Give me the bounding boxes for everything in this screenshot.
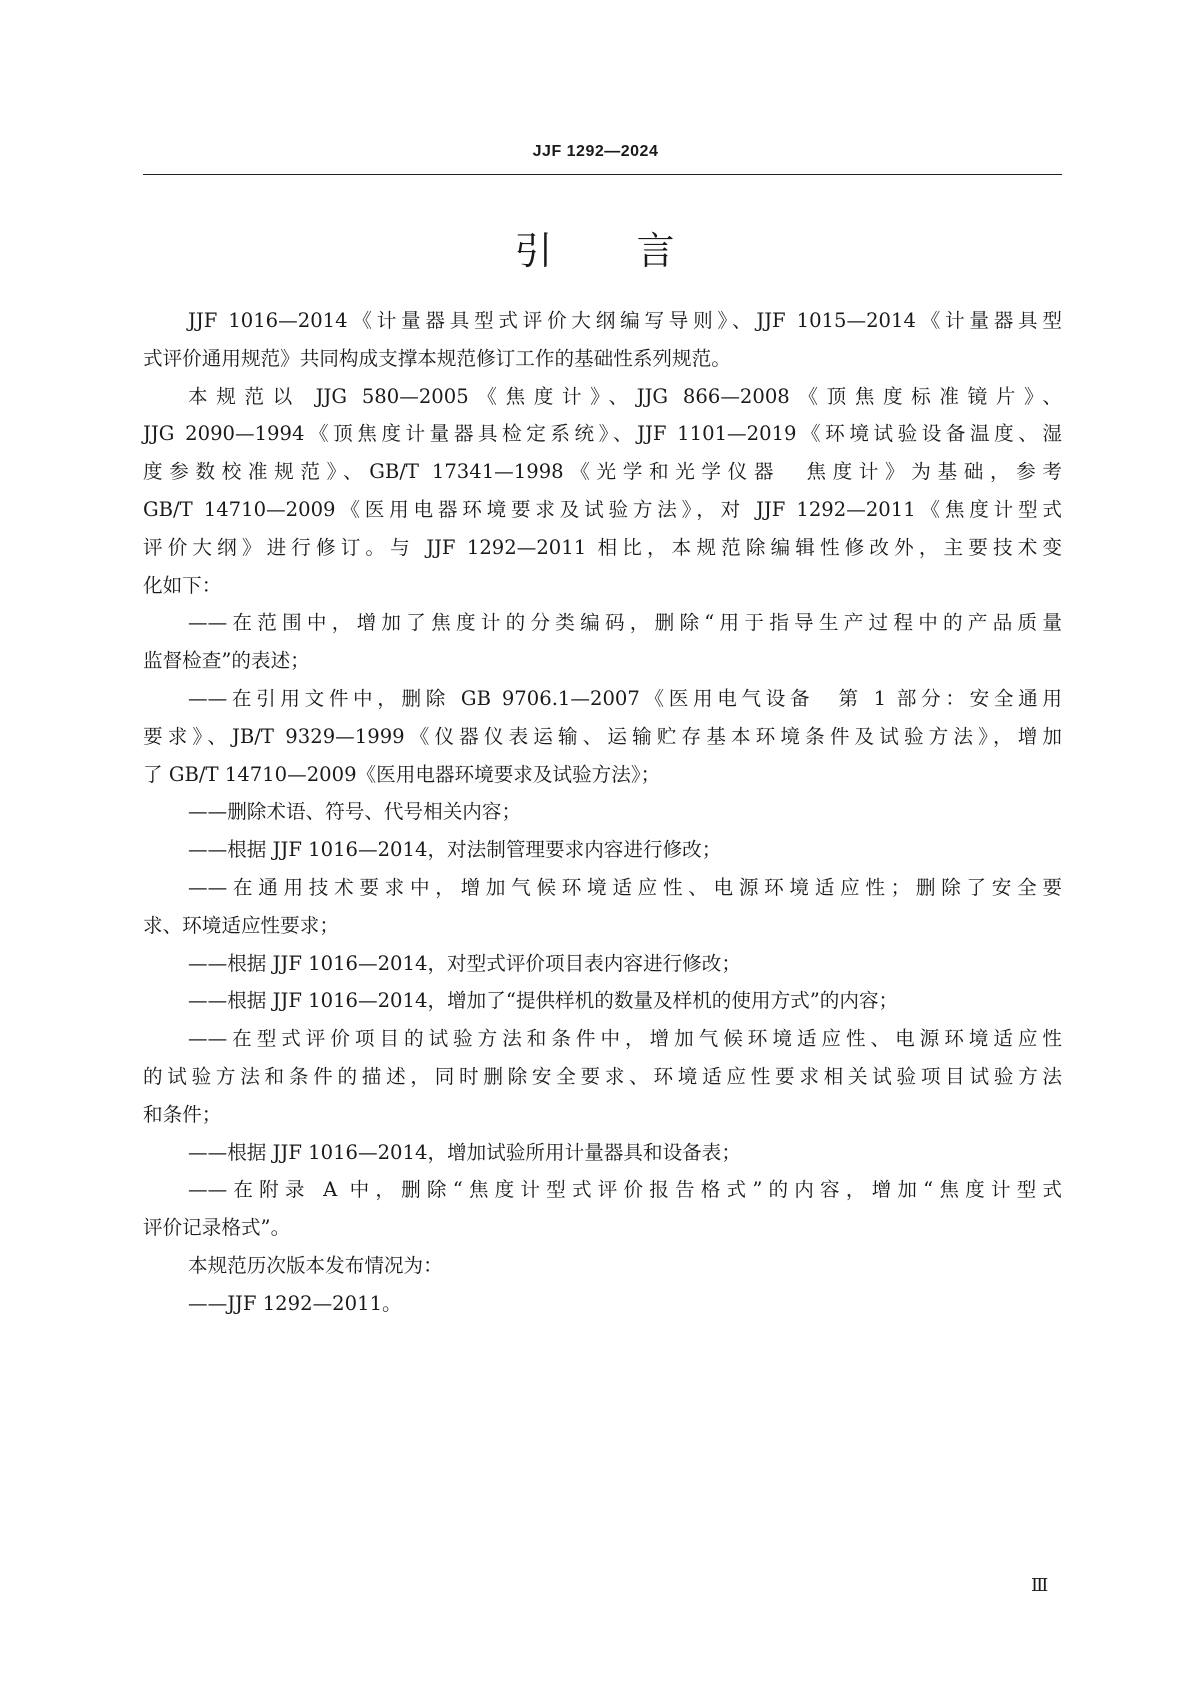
paragraph [143,302,1062,378]
paragraph [143,1020,1062,1133]
paragraph-line: GB/T 14710—2009《医用电器环境要求及试验方法》，对 JJF 1292—2011《焦度计型式 [143,497,1062,521]
paragraph [143,831,1062,869]
paragraph-line: 监督检查”的表述； [143,649,310,673]
paragraph-line: 评价记录格式”。 [143,1216,291,1240]
paragraph [143,982,1062,1020]
header-rule [143,174,1062,175]
title-char-2: 言 [636,229,677,273]
paragraph-line: ——根据 JJF 1016—2014，增加试验所用计量器具和设备表； [188,1140,741,1164]
paragraph-line: ——根据 JJF 1016—2014，对法制管理要求内容进行修改； [188,838,722,862]
paragraph-line: ——根据 JJF 1016—2014，增加了“提供样机的数量及样机的使用方式”的内容； [188,989,899,1013]
paragraph-line: ——在型式评价项目的试验方法和条件中，增加气候环境适应性、电源环境适应性 [188,1027,1062,1051]
title-char-1: 引 [514,229,555,273]
paragraph-line: 要求》、JB/T 9329—1999《仪器仪表运输、运输贮存基本环境条件及试验方法》，增加 [143,724,1062,748]
paragraph [143,1171,1062,1247]
paragraph-line: ——删除术语、符号、代号相关内容； [188,800,522,824]
paragraph [143,378,1062,605]
paragraph [143,945,1062,983]
paragraph-line: ——JJF 1292—2011。 [188,1291,402,1315]
paragraph-line: 的试验方法和条件的描述，同时删除安全要求、环境适应性要求相关试验项目试验方法 [143,1064,1062,1088]
paragraph-line: 本规范以 JJG 580—2005《焦度计》、JJG 866—2008《顶焦度标准镜片》、 [188,384,1062,408]
paragraph [143,604,1062,680]
paragraph-line: 度参数校准规范》、GB/T 17341—1998《光学和光学仪器 焦度计》为基础，参考 [143,460,1062,484]
paragraph-line: JJF 1016—2014《计量器具型式评价大纲编写导则》、JJF 1015—2014《计量器具型 [188,309,1062,332]
paragraph-line: 化如下： [143,573,222,597]
paragraph [143,1285,1062,1323]
page-number: Ⅲ [1031,1575,1049,1596]
paragraph-line: JJG 2090—1994《顶焦度计量器具检定系统》、JJF 1101—2019《环境试验设备温度、湿 [143,422,1062,446]
foreword-body [143,302,1062,1323]
paragraph [143,793,1062,831]
paragraph-line: 式评价通用规范》共同构成支撑本规范修订工作的基础性系列规范。 [143,346,731,370]
paragraph-line: ——在附录 A 中，删除“焦度计型式评价报告格式”的内容，增加“焦度计型式 [188,1178,1062,1202]
paragraph-line: 求、环境适应性要求； [143,913,339,937]
page-title [0,220,1191,275]
paragraph-line: ——在范围中，增加了焦度计的分类编码，删除“用于指导生产过程中的产品质量 [188,611,1062,635]
document-code-header: JJF 1292—2024 [532,143,659,160]
paragraph-line: 和条件； [143,1102,222,1126]
paragraph [143,1134,1062,1172]
paragraph-line: 了 GB/T 14710—2009《医用电器环境要求及试验方法》； [143,762,661,786]
paragraph [143,680,1062,793]
paragraph-line: 本规范历次版本发布情况为： [188,1253,443,1277]
paragraph-line: ——在通用技术要求中，增加气候环境适应性、电源环境适应性；删除了安全要 [188,875,1062,899]
paragraph [143,869,1062,945]
paragraph-line: ——在引用文件中，删除 GB 9706.1—2007《医用电气设备 第 1 部分：安全通用 [188,686,1062,710]
paragraph-line: ——根据 JJF 1016—2014，对型式评价项目表内容进行修改； [188,951,741,975]
paragraph [143,1247,1062,1285]
paragraph-line: 评价大纲》进行修订。与 JJF 1292—2011 相比，本规范除编辑性修改外，主要技术变 [143,535,1062,559]
